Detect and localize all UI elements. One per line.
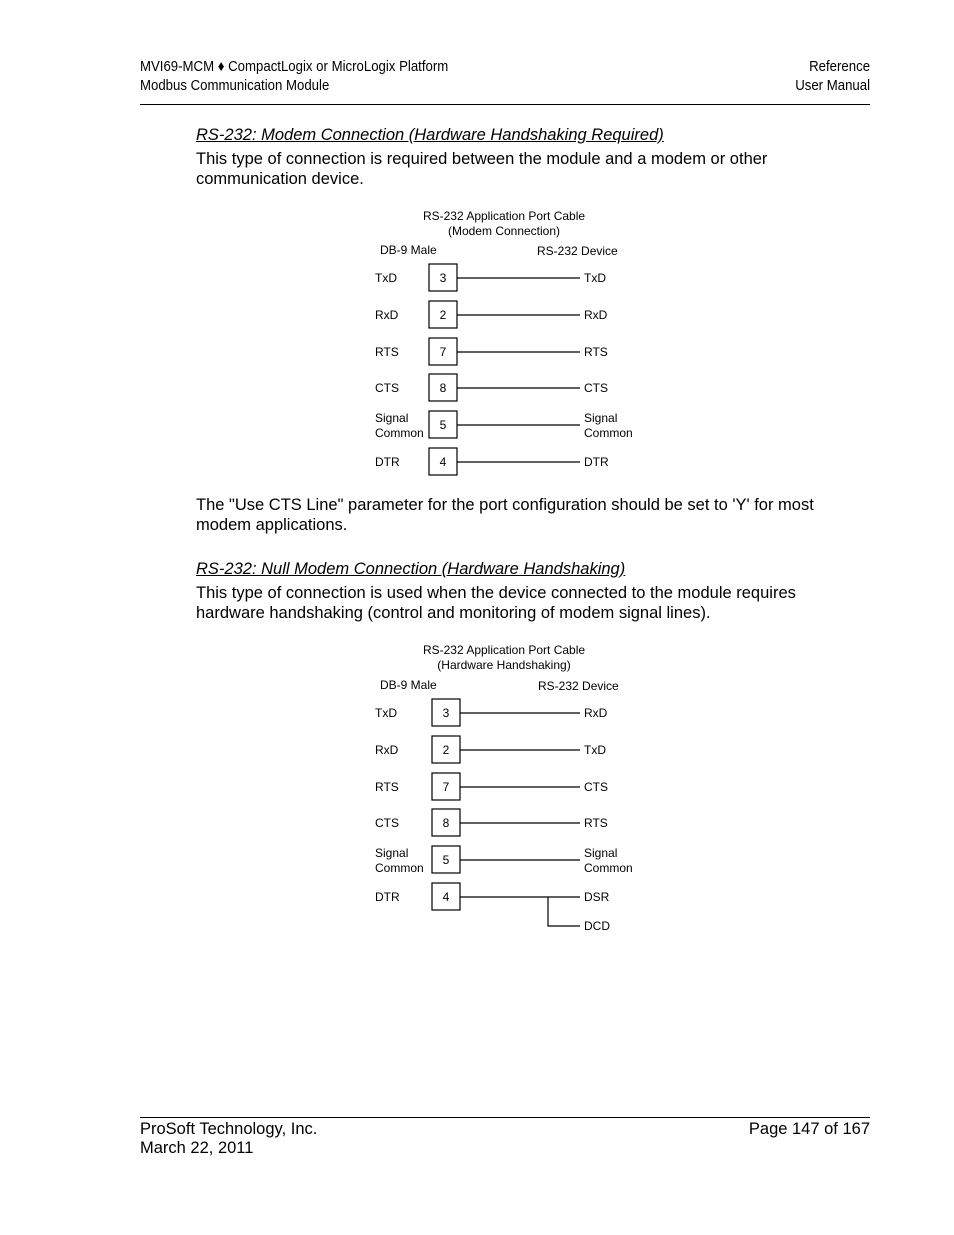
left-signal-label: Common: [375, 426, 424, 440]
wire-row: [375, 411, 633, 440]
modem-note: The "Use CTS Line" parameter for the port configuration should be set to 'Y' for most modem applications.: [196, 496, 814, 534]
right-signal-label: RxD: [584, 706, 608, 720]
header-module-line: Modbus Communication Module: [140, 77, 330, 94]
pin-number: 4: [439, 455, 447, 469]
left-signal-label: TxD: [375, 706, 397, 720]
left-signal-label: RxD: [375, 308, 399, 322]
right-signal-label: Common: [584, 426, 633, 440]
wire-row: [375, 809, 608, 836]
wire-row: [375, 374, 608, 401]
right-signal-label: Signal: [584, 411, 618, 425]
pin-number: 3: [442, 706, 450, 720]
footer-divider: [140, 1117, 870, 1118]
pin-number: 7: [439, 345, 447, 359]
left-signal-label: CTS: [375, 381, 399, 395]
left-signal-label: Signal: [375, 411, 409, 425]
header-section-line: Reference: [809, 58, 870, 75]
pin-number: 2: [442, 743, 450, 757]
pin-number: 3: [439, 271, 447, 285]
left-signal-label: DTR: [375, 455, 400, 469]
right-signal-label: RTS: [584, 345, 608, 359]
right-signal-label: TxD: [584, 743, 606, 757]
wire-row: [375, 773, 608, 800]
left-signal-label: Signal: [375, 846, 409, 860]
footer-date: March 22, 2011: [140, 1139, 254, 1157]
pin-number: 2: [439, 308, 447, 322]
header-manual-line: User Manual: [795, 77, 870, 94]
pin-number: 5: [442, 853, 450, 867]
right-signal-label: DSR: [584, 890, 610, 904]
right-signal-label: Signal: [584, 846, 618, 860]
wire-row: [375, 264, 606, 291]
right-signal-label: TxD: [584, 271, 606, 285]
pin-number: 5: [439, 418, 447, 432]
section-intro-null-modem: This type of connection is used when the device connected to the module requires hardware handshaking (control and monitoring of modem signal lines).: [196, 584, 796, 622]
wire-row: [375, 699, 608, 726]
branch-wire: [548, 897, 580, 926]
running-header-right: [795, 57, 870, 95]
left-signal-label: Common: [375, 861, 424, 875]
pin-number: 8: [439, 381, 447, 395]
right-signal-label: RTS: [584, 816, 608, 830]
page-number: Page 147 of 167: [748, 1120, 870, 1138]
wire-row: [375, 301, 608, 328]
wiring-diagram-null-modem: [360, 635, 660, 940]
wire-row: [375, 338, 608, 365]
left-signal-label: CTS: [375, 816, 399, 830]
right-signal-label: CTS: [584, 381, 608, 395]
footer-company: ProSoft Technology, Inc.: [140, 1120, 318, 1138]
section-intro-modem: This type of connection is required between the module and a modem or other communication device.: [196, 150, 768, 188]
branch-signal-label: DCD: [584, 919, 610, 933]
left-signal-label: RxD: [375, 743, 399, 757]
diagram-title-line1: RS-232 Application Port Cable: [422, 209, 586, 223]
left-signal-label: RTS: [375, 780, 399, 794]
right-signal-label: CTS: [584, 780, 608, 794]
footer-right: [749, 1120, 870, 1139]
diagram-left-header: DB-9 Male: [380, 243, 437, 257]
diagram-title-line2: (Modem Connection): [447, 224, 561, 238]
diagram-right-header: RS-232 Device: [538, 679, 619, 693]
wiring-diagram-modem: [360, 200, 660, 485]
running-header-left: [140, 57, 448, 95]
left-signal-label: DTR: [375, 890, 400, 904]
header-product-line: MVI69-MCM ♦ CompactLogix or MicroLogix Platform: [140, 58, 449, 75]
pin-number: 7: [442, 780, 450, 794]
left-signal-label: RTS: [375, 345, 399, 359]
pin-number: 4: [442, 890, 450, 904]
diagram-right-header: RS-232 Device: [537, 244, 618, 258]
wire-row: [375, 736, 606, 763]
diagram-left-header: DB-9 Male: [380, 678, 437, 692]
right-signal-label: DTR: [584, 455, 609, 469]
wire-row: [375, 846, 633, 875]
wire-row: [375, 448, 609, 475]
wire-row: [375, 883, 610, 933]
pin-number: 8: [442, 816, 450, 830]
right-signal-label: Common: [584, 861, 633, 875]
section-title-null-modem: RS-232: Null Modem Connection (Hardware Handshaking): [196, 560, 626, 578]
left-signal-label: TxD: [375, 271, 397, 285]
footer-left: [140, 1120, 317, 1158]
section-title-modem: RS-232: Modem Connection (Hardware Handshaking Required): [196, 126, 664, 144]
diagram-title-line1: RS-232 Application Port Cable: [422, 643, 586, 657]
diagram-title-line2: (Hardware Handshaking): [437, 658, 571, 672]
right-signal-label: RxD: [584, 308, 608, 322]
header-divider: [140, 104, 870, 105]
